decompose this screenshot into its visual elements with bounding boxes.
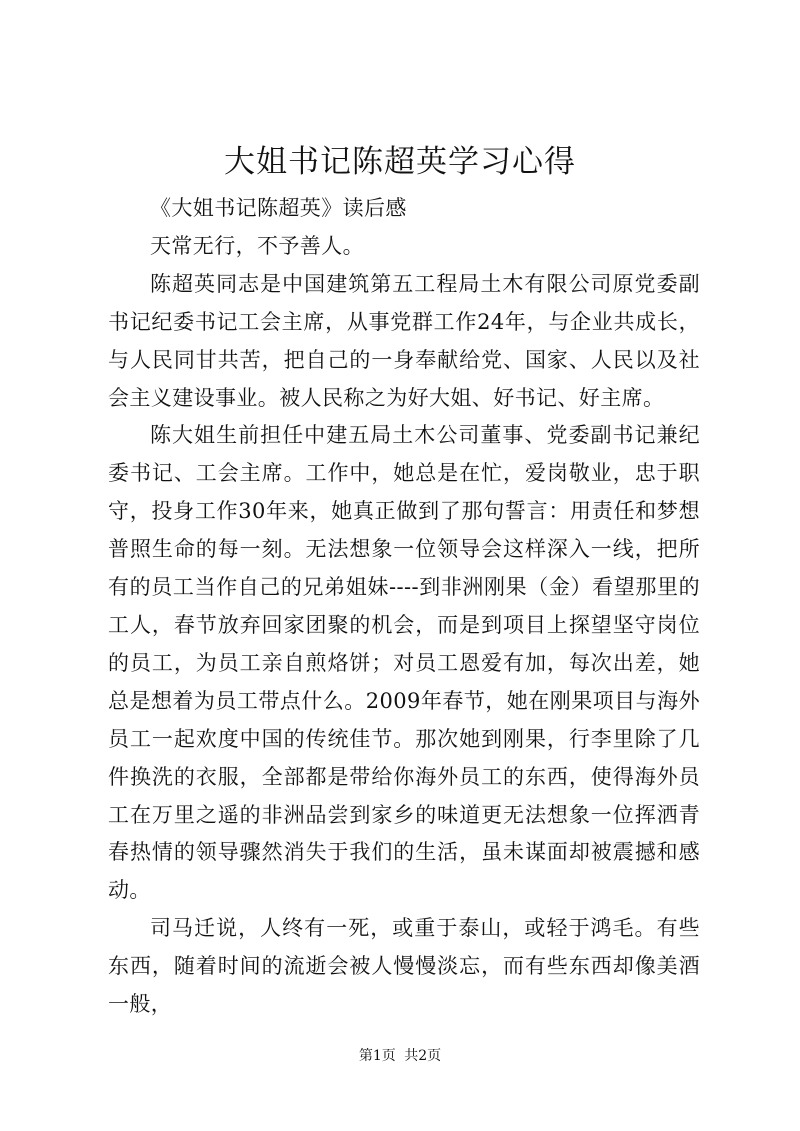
paragraph-sima-qian: 司马迁说，人终有一死，或重于泰山，或轻于鸿毛。有些东西，随着时间的流逝会被人慢慢淡忘，而有些东西却像美酒一般， bbox=[108, 916, 700, 1017]
paragraph-introduction: 陈超英同志是中国建筑第五工程局土木有限公司原党委副书记纪委书记工会主席，从事党群工作24年，与企业共成长，与人民同甘共苦，把自己的一身奉献给党、国家、人民以及社会主义建设事业。被人民称之为好大姐、好书记、好主席。 bbox=[108, 271, 700, 410]
paragraph-opening-quote: 天常无行，不予善人。 bbox=[150, 233, 364, 258]
document-title: 大姐书记陈超英学习心得 bbox=[224, 144, 576, 180]
paragraph-subtitle: 《大姐书记陈超英》读后感 bbox=[150, 196, 407, 220]
paragraph-work-story: 陈大姐生前担任中建五局土木公司董事、党委副书记兼纪委书记、工会主席。工作中，她总是在忙，爱岗敬业，忠于职守，投身工作30年来，她真正做到了那句誓言：用责任和梦想普照生命的每一刻。无法想象一位领导会这样深入一线，把所有的员工当作自己的兄弟姐妹----到非洲刚果（金）看望那里的工人，春节放弃回家团聚的机会，而是到项目上探望坚守岗位的员工，为员工亲自煎烙饼；对员工恩爱有加，每次出差，她总是想着为员工带点什么。2009年春节，她在刚果项目与海外员工一起欢度中国的传统佳节。那次她到刚果，行李里除了几件换洗的衣服，全部都是带给你海外员工的东西，使得海外员工在万里之遥的非洲品尝到家乡的味道更无法想象一位挥洒青春热情的领导骤然消失于我们的生活，虽未谋面却被震撼和感动。 bbox=[108, 423, 700, 903]
page-total: 共2页 bbox=[404, 1048, 442, 1064]
page-number: 第1页 bbox=[358, 1048, 396, 1064]
page-footer bbox=[0, 1046, 800, 1066]
document-body bbox=[108, 190, 700, 1024]
